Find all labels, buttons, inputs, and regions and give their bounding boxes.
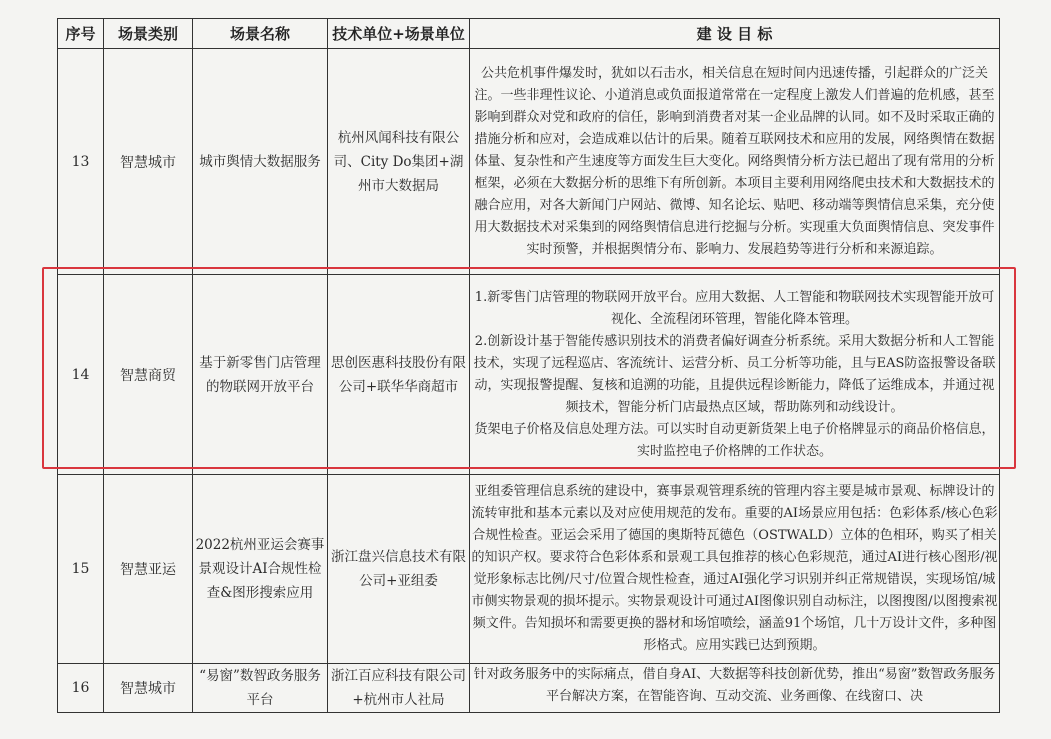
row-category: 智慧城市 <box>104 664 193 713</box>
row-units: 思创医惠科技股份有限公司+联华华商超市 <box>328 275 470 475</box>
col-header-units: 技术单位+场景单位 <box>328 19 470 49</box>
row-goal <box>470 475 1000 664</box>
goal-paragraph: 针对政务服务中的实际痛点，借自身AI、大数据等科技创新优势，推出“易窗”数智政务服务平台解决方案，在智能咨询、互动交流、业务画像、在线窗口、决 <box>473 667 996 704</box>
col-header-goal: 建 设 目 标 <box>470 19 1000 49</box>
goal-paragraph: 货架电子价格及信息处理方法。可以实时自动更新货架上电子价格牌显示的商品价格信息，实时监控电子价格牌的工作状态。 <box>474 421 995 459</box>
row-units: 浙江盘兴信息技术有限公司+亚组委 <box>328 475 470 664</box>
header-row <box>58 19 1000 49</box>
row-number: 15 <box>58 475 104 664</box>
table-row <box>58 664 1000 713</box>
goal-paragraph: 2.创新设计基于智能传感识别技术的消费者偏好调查分析系统。采用大数据分析和人工智能技术，实现了远程巡店、客流统计、运营分析、员工分析等功能，且与EAS防盗报警设备联动，实现报警提醒、复核和追溯的功能，且提供远程诊断能力，降低了运维成本，并通过视频技术，智能分析门店最热点区域，帮助陈列和动线设计。 <box>473 333 996 415</box>
goal-paragraph: 1.新零售门店管理的物联网开放平台。应用大数据、人工智能和物联网技术实现智能开放可视化、全流程闭环管理，智能化降本管理。 <box>474 289 995 327</box>
highlight-box <box>42 267 1016 469</box>
row-goal <box>470 664 1000 713</box>
row-scenario-name: 基于新零售门店管理的物联网开放平台 <box>193 275 328 475</box>
row-units: 杭州风闻科技有限公司、City Do集团+湖州市大数据局 <box>328 49 470 275</box>
row-category: 智慧城市 <box>104 49 193 275</box>
row-category: 智慧亚运 <box>104 475 193 664</box>
row-scenario-name: 2022杭州亚运会赛事景观设计AI合规性检查&图形搜索应用 <box>193 475 328 664</box>
row-goal <box>470 49 1000 275</box>
goal-clip <box>470 664 999 704</box>
row-category: 智慧商贸 <box>104 275 193 475</box>
row-scenario-name: “易窗”数智政务服务平台 <box>193 664 328 713</box>
table-row <box>58 475 1000 664</box>
row-units: 浙江百应科技有限公司+杭州市人社局 <box>328 664 470 713</box>
row-scenario-name: 城市舆情大数据服务 <box>193 49 328 275</box>
col-header-name: 场景名称 <box>193 19 328 49</box>
col-header-category: 场景类别 <box>104 19 193 49</box>
row-number: 14 <box>58 275 104 475</box>
row-number: 13 <box>58 49 104 275</box>
row-number: 16 <box>58 664 104 713</box>
goal-paragraph: 亚组委管理信息系统的建设中，赛事景观管理系统的管理内容主要是城市景观、标牌设计的流转审批和基本元素以及对应使用规范的发布。重要的AI场景应用包括：色彩体系/核心色彩合规性检查。亚运会采用了德国的奥斯特瓦德色（OSTWALD）立体的色相环，购买了相关的知识产权。要求符合色彩体系和景观工具包推荐的核心色彩规范，通过AI进行核心图形/视觉形象标志比例/尺寸/位置合规性检查，通过AI强化学习识别并纠正常规错误，实现场馆/城市侧实物景观的损坏提示。实物景观设计可通过AI图像识别自动标注，以图搜图/以图搜索视频文件。告知损坏和需要更换的器材和场馆喷绘，涵盖91个场馆，几十万设计文件，多种图形格式。应用实践已达到预期。 <box>471 484 998 653</box>
table-row <box>58 49 1000 275</box>
col-header-no: 序号 <box>58 19 104 49</box>
goal-paragraph: 公共危机事件爆发时，犹如以石击水，相关信息在短时间内迅速传播，引起群众的广泛关注。一些非理性议论、小道消息或负面报道常常在一定程度上激发人们普遍的危机感，甚至影响到群众对党和政府的信任，影响到消费者对某一企业品牌的认同。如不及时采取正确的措施分析和应对，会造成难以估计的后果。随着互联网技术和应用的发展，网络舆情在数据体量、复杂性和产生速度等方面发生巨大变化。网络舆情分析方法已超出了现有常用的分析框架，必须在大数据分析的思维下有所创新。本项目主要利用网络爬虫技术和大数据技术的融合应用，对各大新闻门户网站、微博、知名论坛、贴吧、移动端等舆情信息采集，充分使用大数据技术对采集到的网络舆情信息进行挖掘与分析。实现重大负面舆情信息、突发事件实时预警，并根据舆情分布、影响力、发展趋势等进行分析和来源追踪。 <box>474 65 995 257</box>
